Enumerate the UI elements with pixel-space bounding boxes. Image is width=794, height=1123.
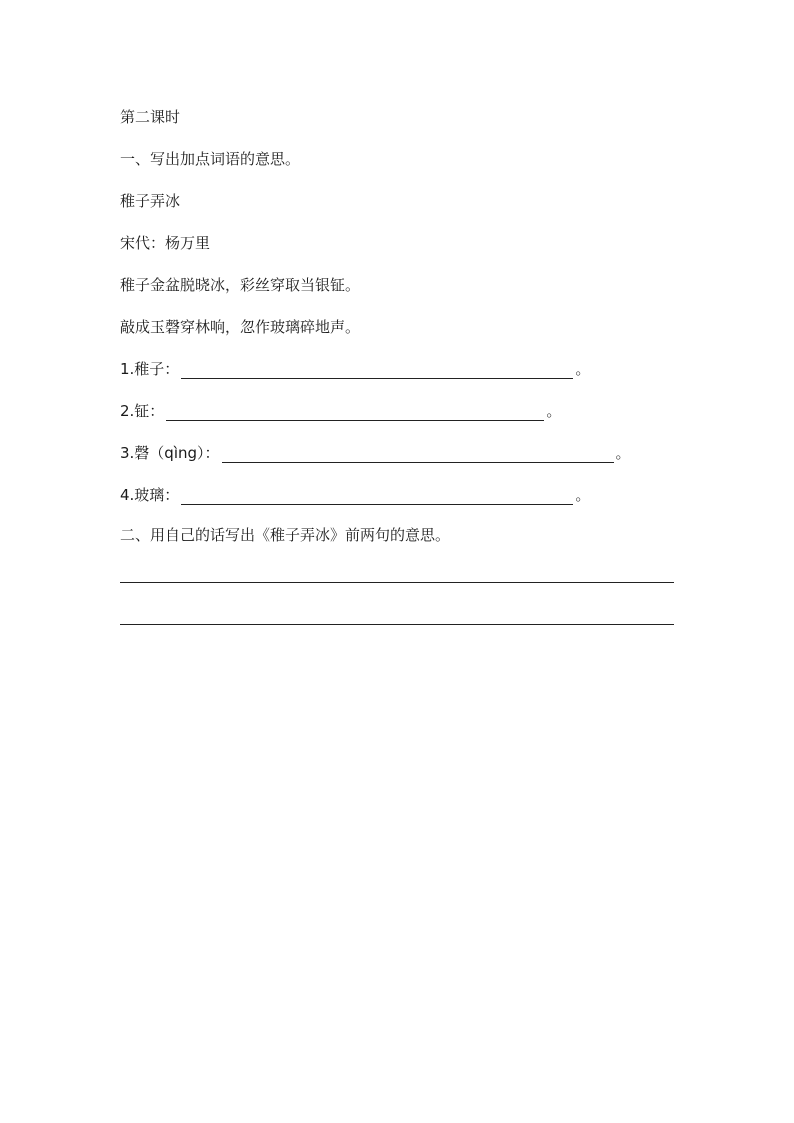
- question-end: 。: [615, 444, 631, 462]
- question-label: 3.磬（qìng）：: [120, 444, 220, 462]
- poem-author: 宋代：杨万里: [120, 234, 211, 252]
- answer-blank[interactable]: [181, 490, 573, 505]
- question-4: [120, 485, 590, 505]
- section1-heading: 一、写出加点词语的意思。: [120, 150, 301, 168]
- question-3: [120, 443, 631, 463]
- poem-line-2: 敲成玉磬穿林响，忽作玻璃碎地声。: [120, 318, 361, 336]
- question-label: 4.玻璃：: [120, 486, 180, 504]
- poem-line-1: 稚子金盆脱晓冰，彩丝穿取当银钲。: [120, 276, 361, 294]
- question-2: [120, 401, 561, 421]
- question-end: 。: [575, 486, 591, 504]
- question-end: 。: [546, 402, 562, 420]
- question-label: 2.钲：: [120, 402, 165, 420]
- question-1: [120, 359, 590, 379]
- question-end: 。: [575, 360, 591, 378]
- poem-title: 稚子弄冰: [120, 192, 181, 210]
- answer-blank[interactable]: [181, 364, 573, 379]
- section2-heading: 二、用自己的话写出《稚子弄冰》前两句的意思。: [120, 526, 451, 544]
- answer-line-1[interactable]: [120, 582, 674, 583]
- answer-line-2[interactable]: [120, 624, 674, 625]
- answer-blank[interactable]: [166, 406, 544, 421]
- answer-blank[interactable]: [222, 448, 614, 463]
- lesson-title: 第二课时: [120, 108, 181, 126]
- question-label: 1.稚子：: [120, 360, 180, 378]
